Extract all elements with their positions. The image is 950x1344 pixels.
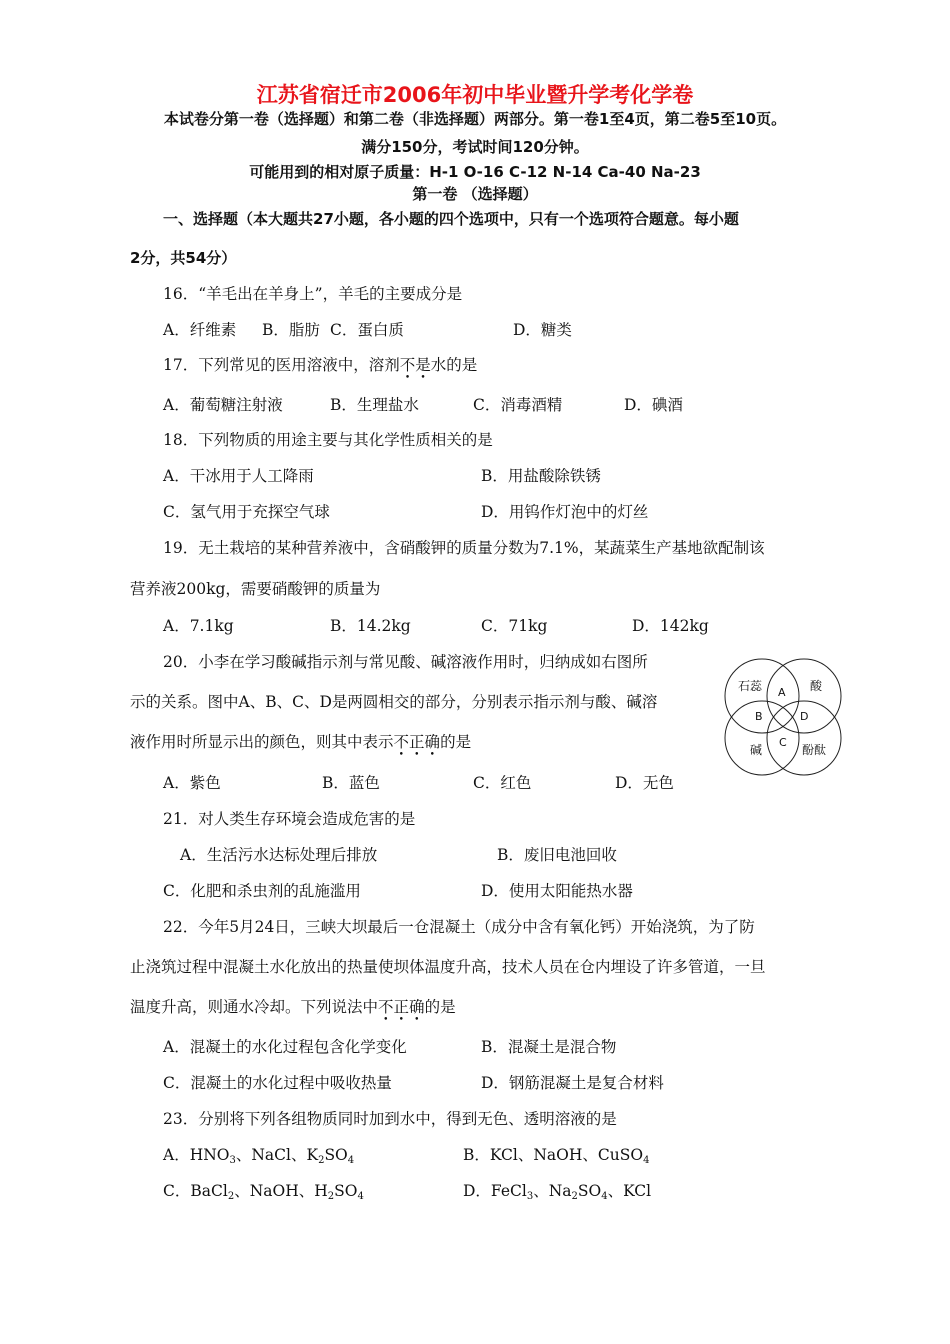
q20-stem-2: 示的关系。图中A、B、C、D是两圆相交的部分，分别表示指示剂与酸、碱溶 <box>130 693 658 711</box>
q22-stem-3-pre: 温度升高，则通水冷却。下列说法中 <box>130 998 379 1016</box>
q17-option-d: D．碘酒 <box>624 396 683 414</box>
intro-line-1: 本试卷分第一卷（选择题）和第二卷（非选择题）两部分。第一卷1至4页，第二卷5至10页。 <box>163 110 787 128</box>
q18-option-d: D．用钨作灯泡中的灯丝 <box>481 503 649 521</box>
q16-option-b: B．脂肪 <box>262 321 320 339</box>
q22-stem-2: 止浇筑过程中混凝土水化放出的热量使坝体温度升高，技术人员在仓内埋设了许多管道，一旦 <box>130 958 766 976</box>
q21-option-b: B．废旧电池回收 <box>497 846 617 864</box>
emphasis-mark: 正 <box>393 998 410 1016</box>
q21-option-d: D．使用太阳能热水器 <box>481 882 633 900</box>
q20-stem-3-post: 的是 <box>440 733 472 751</box>
q23-option-c: C．BaCl$_2$、NaOH、$H_2SO_4$ <box>163 1182 364 1202</box>
q21-option-c: C．化肥和杀虫剂的乱施滥用 <box>163 882 361 900</box>
q16-option-d: D．糖类 <box>513 321 572 339</box>
emphasis-mark: 正 <box>409 733 425 751</box>
q18-option-a: A．干冰用于人工降雨 <box>163 467 314 485</box>
region-d: D <box>800 710 809 723</box>
q22-stem-1: 22．今年5月24日，三峡大坝最后一仓混凝土（成分中含有氧化钙）开始浇筑，为了防 <box>163 918 755 936</box>
region-b: B <box>755 710 763 723</box>
label-acid: 酸 <box>810 679 823 693</box>
region-a: A <box>778 686 786 699</box>
q16-option-a: A．纤维素 <box>163 321 237 339</box>
q18-stem: 18．下列物质的用途主要与其化学性质相关的是 <box>163 431 493 449</box>
q19-option-b: B．14.2kg <box>330 617 411 635</box>
atomic-masses: 可能用到的相对原子质量：H-1 O-16 C-12 N-14 Ca-40 Na-23 <box>249 163 701 181</box>
q20-option-c: C．红色 <box>473 774 532 792</box>
q22-stem-3 <box>130 997 456 1017</box>
emphasis-mark: 是 <box>415 356 431 374</box>
q17-stem-pre: 17．下列常见的医用溶液中，溶剂 <box>163 356 400 374</box>
q20-stem-3-pre: 液作用时所显示出的颜色，则其中表示 <box>130 733 394 751</box>
q21-stem: 21．对人类生存环境会造成危害的是 <box>163 810 416 828</box>
emphasis-mark: 不 <box>393 733 410 751</box>
emphasis-mark: 不 <box>399 356 416 374</box>
exam-title: 江苏省宿迁市2006年初中毕业暨升学考化学卷 <box>256 83 694 107</box>
q16-option-c: C．蛋白质 <box>330 321 404 339</box>
indicator-venn-diagram <box>718 652 848 782</box>
q23-option-a: A．$HNO_3$、NaCl、$K_2SO_4$ <box>163 1146 355 1166</box>
q21-option-a: A．生活污水达标处理后排放 <box>180 846 378 864</box>
q17-stem <box>163 355 477 375</box>
q22-option-b: B．混凝土是混合物 <box>481 1038 617 1056</box>
q22-stem-3-post: 的是 <box>424 998 456 1016</box>
q19-option-d: D．142kg <box>632 617 709 635</box>
q20-option-d: D．无色 <box>615 774 674 792</box>
region-c: C <box>779 736 787 749</box>
q19-stem-2: 营养液200kg，需要硝酸钾的质量为 <box>130 580 381 598</box>
q23-option-d: D．FeCl$_3$、$Na_2SO_4$、KCl <box>463 1182 652 1202</box>
q17-stem-post: 水的是 <box>430 356 478 374</box>
section-instructions-2: 2分，共54分） <box>130 249 237 267</box>
intro-line-2: 满分150分，考试时间120分钟。 <box>361 138 589 156</box>
q20-option-b: B．蓝色 <box>322 774 380 792</box>
part-one-heading: 第一卷 （选择题） <box>412 185 538 203</box>
q17-option-c: C．消毒酒精 <box>473 396 563 414</box>
emphasis-mark: 确 <box>409 998 425 1016</box>
q20-stem-3 <box>130 732 471 752</box>
emphasis-mark: 确 <box>424 733 441 751</box>
label-phenolphthalein: 酚酞 <box>802 743 827 757</box>
section-instructions-1: 一、选择题（本大题共27小题，各小题的四个选项中，只有一个选项符合题意。每小题 <box>163 210 739 228</box>
q22-option-a: A．混凝土的水化过程包含化学变化 <box>163 1038 407 1056</box>
q23-option-b: B．KCl、NaOH、CuSO$_4$ <box>463 1146 650 1166</box>
q22-option-d: D．钢筋混凝土是复合材料 <box>481 1074 664 1092</box>
q23-stem: 23．分别将下列各组物质同时加到水中，得到无色、透明溶液的是 <box>163 1110 617 1128</box>
q19-option-a: A．7.1kg <box>163 617 234 635</box>
q18-option-c: C．氢气用于充探空气球 <box>163 503 330 521</box>
q20-stem-1: 20．小李在学习酸碱指示剂与常见酸、碱溶液作用时，归纳成如右图所 <box>163 653 648 671</box>
label-litmus: 石蕊 <box>738 679 763 693</box>
emphasis-mark: 不 <box>378 998 394 1016</box>
q17-option-a: A．葡萄糖注射液 <box>163 396 283 414</box>
q19-stem-1: 19．无土栽培的某种营养液中，含硝酸钾的质量分数为7.1%，某蔬菜生产基地欲配制该 <box>163 539 765 557</box>
q20-option-a: A．紫色 <box>163 774 221 792</box>
q18-option-b: B．用盐酸除铁锈 <box>481 467 601 485</box>
q19-option-c: C．71kg <box>481 617 548 635</box>
q17-option-b: B．生理盐水 <box>330 396 419 414</box>
label-base: 碱 <box>750 743 763 757</box>
q22-option-c: C．混凝土的水化过程中吸收热量 <box>163 1074 392 1092</box>
q16-stem: 16．“羊毛出在羊身上”，羊毛的主要成分是 <box>163 285 463 303</box>
